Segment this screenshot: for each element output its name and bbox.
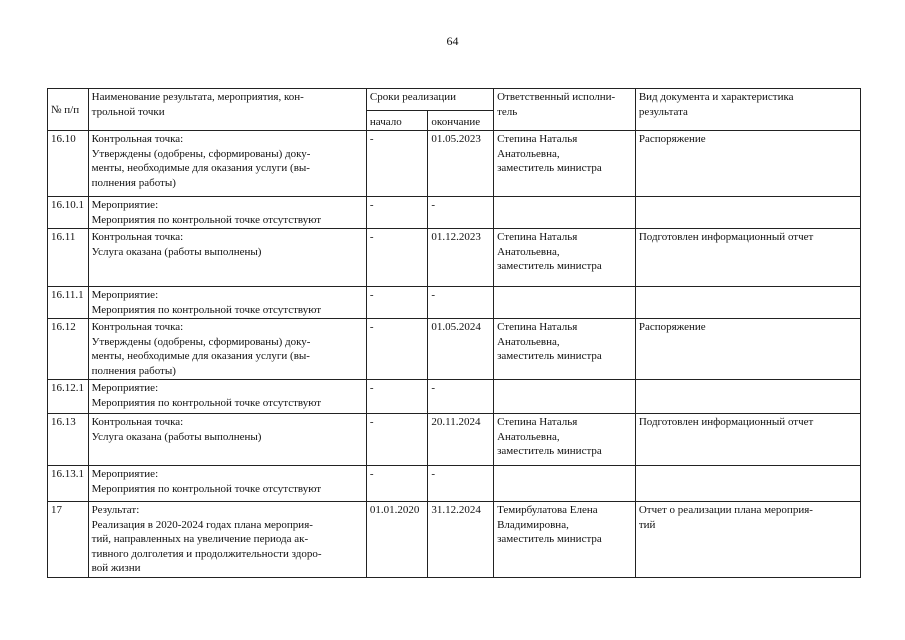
row-end-cell: - — [428, 466, 494, 502]
row-end-cell: 01.05.2023 — [428, 131, 494, 197]
row-start-cell: 01.01.2020 — [366, 502, 427, 578]
row-document-cell — [635, 287, 860, 319]
row-num-cell: 16.11.1 — [48, 287, 89, 319]
header-executor: Ответственный исполни- тель — [494, 89, 636, 131]
row-executor-cell: Степина Наталья Анатольевна, заместитель министра — [494, 414, 636, 466]
row-document-cell: Распоряжение — [635, 131, 860, 197]
row-end-cell: 31.12.2024 — [428, 502, 494, 578]
row-executor-cell: Степина Наталья Анатольевна, заместитель министра — [494, 229, 636, 287]
header-num: № п/п — [48, 89, 89, 131]
header-terms: Сроки реализации — [366, 89, 493, 111]
row-num-cell: 16.12.1 — [48, 380, 89, 414]
table-row — [48, 414, 861, 466]
row-num-cell: 16.11 — [48, 229, 89, 287]
row-name-cell: Результат: Реализация в 2020-2024 годах плана мероприя- тий, направленных на увеличение периода ак- тивного долголетия и продолжительности здоро- вой жизни — [88, 502, 366, 578]
row-end-cell: 01.05.2024 — [428, 319, 494, 380]
row-executor-cell — [494, 197, 636, 229]
row-start-cell: - — [366, 287, 427, 319]
row-name-cell: Контрольная точка: Утверждены (одобрены, сформированы) доку- менты, необходимые для оказания услуги (вы- полнения работы) — [88, 319, 366, 380]
row-num-cell: 17 — [48, 502, 89, 578]
header-end: окончание — [428, 111, 494, 131]
row-start-cell: - — [366, 131, 427, 197]
row-end-cell: - — [428, 287, 494, 319]
row-start-cell: - — [366, 229, 427, 287]
row-name-cell: Контрольная точка: Утверждены (одобрены, сформированы) доку- менты, необходимые для оказания услуги (вы- полнения работы) — [88, 131, 366, 197]
page-number: 64 — [446, 34, 459, 48]
row-executor-cell: Степина Наталья Анатольевна, заместитель министра — [494, 319, 636, 380]
table-row — [48, 466, 861, 502]
row-start-cell: - — [366, 466, 427, 502]
row-name-cell: Контрольная точка: Услуга оказана (работы выполнены) — [88, 414, 366, 466]
table-row — [48, 287, 861, 319]
row-start-cell: - — [366, 414, 427, 466]
row-document-cell: Распоряжение — [635, 319, 860, 380]
header-start: начало — [366, 111, 427, 131]
row-end-cell: - — [428, 380, 494, 414]
row-document-cell — [635, 380, 860, 414]
row-num-cell: 16.13 — [48, 414, 89, 466]
table-row — [48, 229, 861, 287]
row-end-cell: - — [428, 197, 494, 229]
row-executor-cell: Степина Наталья Анатольевна, заместитель министра — [494, 131, 636, 197]
activities-table — [47, 88, 861, 578]
row-name-cell: Мероприятие: Мероприятия по контрольной точке отсутствуют — [88, 197, 366, 229]
row-document-cell — [635, 466, 860, 502]
row-executor-cell — [494, 287, 636, 319]
table-row — [48, 197, 861, 229]
row-start-cell: - — [366, 319, 427, 380]
row-num-cell: 16.10 — [48, 131, 89, 197]
row-document-cell — [635, 197, 860, 229]
row-num-cell: 16.12 — [48, 319, 89, 380]
row-num-cell: 16.13.1 — [48, 466, 89, 502]
row-name-cell: Контрольная точка: Услуга оказана (работы выполнены) — [88, 229, 366, 287]
header-name: Наименование результата, мероприятия, кон- трольной точки — [88, 89, 366, 131]
row-document-cell: Подготовлен информационный отчет — [635, 414, 860, 466]
row-executor-cell — [494, 466, 636, 502]
row-start-cell: - — [366, 197, 427, 229]
row-document-cell: Подготовлен информационный отчет — [635, 229, 860, 287]
table-row — [48, 380, 861, 414]
row-end-cell: 01.12.2023 — [428, 229, 494, 287]
table-row — [48, 502, 861, 578]
row-name-cell: Мероприятие: Мероприятия по контрольной точке отсутствуют — [88, 380, 366, 414]
row-document-cell: Отчет о реализации плана мероприя- тий — [635, 502, 860, 578]
row-executor-cell — [494, 380, 636, 414]
table-row — [48, 319, 861, 380]
row-name-cell: Мероприятие: Мероприятия по контрольной точке отсутствуют — [88, 466, 366, 502]
row-executor-cell: Темирбулатова Елена Владимировна, заместитель министра — [494, 502, 636, 578]
row-name-cell: Мероприятие: Мероприятия по контрольной точке отсутствуют — [88, 287, 366, 319]
row-end-cell: 20.11.2024 — [428, 414, 494, 466]
row-start-cell: - — [366, 380, 427, 414]
row-num-cell: 16.10.1 — [48, 197, 89, 229]
table-row — [48, 131, 861, 197]
header-document: Вид документа и характеристика результата — [635, 89, 860, 131]
